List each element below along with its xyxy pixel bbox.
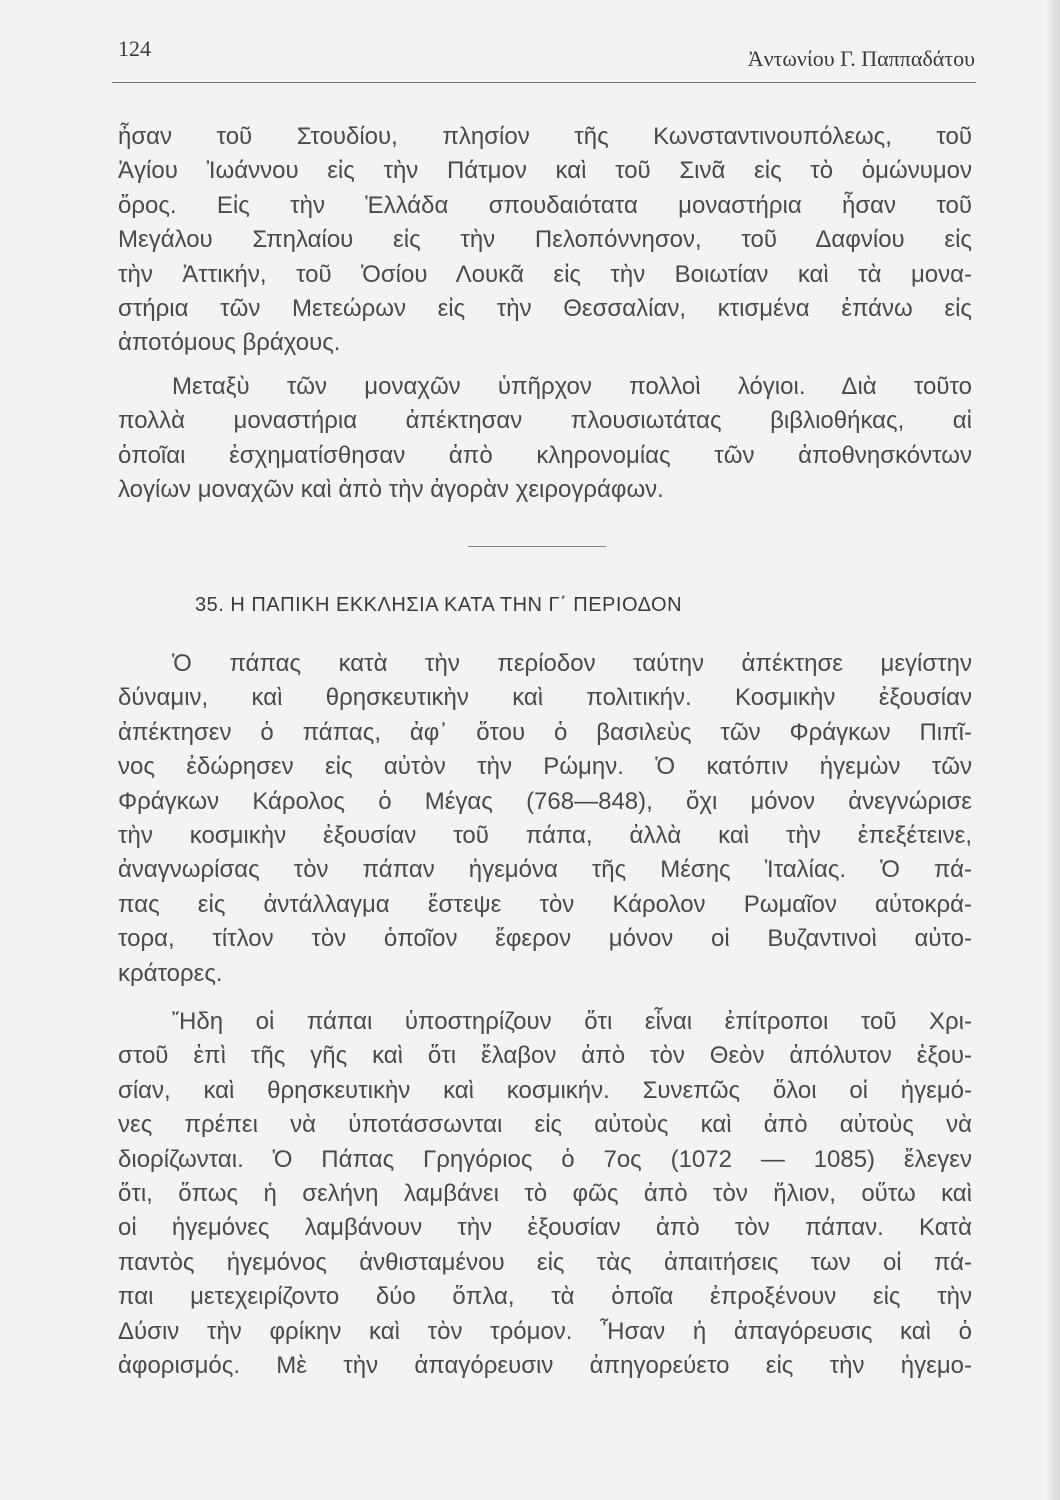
- paragraph: [118, 370, 972, 508]
- paragraph: [118, 1005, 972, 1383]
- text-line: Μεγάλου Σπηλαίου εἰς τὴν Πελοπόννησον, τοῦ Δαφνίου εἰς: [118, 226, 972, 254]
- text-line: παι μετεχειρίζοντο δύο ὅπλα, τὰ ὁποῖα ἐπροξένουν εἰς τὴν: [118, 1283, 972, 1311]
- text-line: Ἁγίου Ἰωάννου εἰς τὴν Πάτμον καὶ τοῦ Σινᾶ εἰς τὸ ὁμώνυμον: [118, 157, 972, 185]
- text-line: Δύσιν τὴν φρίκην καὶ τὸν τρόμον. Ἦσαν ἡ ἀπαγόρευσις καὶ ὁ: [118, 1317, 972, 1345]
- text-line: κράτορες.: [118, 959, 223, 987]
- text-line: στήρια τῶν Μετεώρων εἰς τὴν Θεσσαλίαν, κτισμένα ἐπάνω εἰς: [118, 294, 972, 322]
- text-line: νος ἐδώρησεν εἰς αὐτὸν τὴν Ρώμην. Ὁ κατόπιν ἡγεμὼν τῶν: [118, 753, 972, 781]
- text-line: ὁποῖαι ἐσχηματίσθησαν ἀπὸ κληρονομίας τῶν ἀποθνησκόντων: [118, 441, 972, 469]
- text-line: πολλὰ μοναστήρια ἀπέκτησαν πλουσιωτάτας βιβλιοθήκας, αἱ: [118, 407, 972, 435]
- page-number: 124: [118, 36, 151, 61]
- text-line: Ἤδη οἱ πάπαι ὑποστηρίζουν ὅτι εἶναι ἐπίτροποι τοῦ Χρι-: [172, 1008, 972, 1035]
- text-line: ἀναγνωρίσας τὸν πάπαν ἡγεμόνα τῆς Μέσης Ἰταλίας. Ὁ πά-: [118, 856, 972, 884]
- text-line: οἱ ἡγεμόνες λαμβάνουν τὴν ἐξουσίαν ἀπὸ τὸν πάπαν. Κατὰ: [118, 1214, 972, 1242]
- header-rule: [112, 82, 976, 83]
- text-line: πας εἰς ἀντάλλαγμα ἔστεψε τὸν Κάρολον Ρωμαῖον αὐτοκρά-: [118, 890, 972, 918]
- paragraph: [118, 647, 972, 991]
- text-line: ἀποτόμους βράχους.: [118, 329, 341, 357]
- paragraph: [118, 120, 972, 361]
- text-line: ἀφορισμός. Μὲ τὴν ἀπαγόρευσιν ἀπηγορεύετο εἰς τὴν ἡγεμο-: [118, 1351, 972, 1379]
- text-line: Ὁ πάπας κατὰ τὴν περίοδον ταύτην ἀπέκτησε μεγίστην: [172, 650, 972, 677]
- text-line: Μεταξὺ τῶν μοναχῶν ὑπῆρχον πολλοὶ λόγιοι. Διὰ τοῦτο: [172, 373, 972, 400]
- text-line: τὴν κοσμικὴν ἐξουσίαν τοῦ πάπα, ἀλλὰ καὶ τὴν ἐπεξέτεινε,: [118, 821, 972, 849]
- text-line: ὄρος. Εἰς τὴν Ἑλλάδα σπουδαιότατα μοναστήρια ἦσαν τοῦ: [118, 191, 972, 219]
- text-line: λογίων μοναχῶν καὶ ἀπὸ τὴν ἀγορὰν χειρογράφων.: [118, 476, 664, 504]
- text-line: διορίζωνται. Ὁ Πάπας Γρηγόριος ὁ 7ος (1072 — 1085) ἔλεγεν: [118, 1145, 972, 1173]
- section-separator: [468, 546, 606, 547]
- text-line: στοῦ ἐπὶ τῆς γῆς καὶ ὅτι ἔλαβον ἀπὸ τὸν Θεὸν ἀπόλυτον ἐξου-: [118, 1042, 972, 1070]
- running-head: Ἀντωνίου Γ. Παππαδάτου: [747, 46, 975, 71]
- text-line: νες πρέπει νὰ ὑποτάσσωνται εἰς αὐτοὺς καὶ ἀπὸ αὐτοὺς νὰ: [118, 1111, 972, 1139]
- text-line: ὅτι, ὅπως ἡ σελήνη λαμβάνει τὸ φῶς ἀπὸ τὸν ἥλιον, οὕτω καὶ: [118, 1179, 972, 1207]
- text-line: τορα, τίτλον τὸν ὁποῖον ἔφερον μόνον οἱ Βυζαντινοὶ αὐτο-: [118, 925, 972, 953]
- section-heading: 35. Η ΠΑΠΙΚΗ ΕΚΚΛΗΣΙΑ ΚΑΤΑ ΤΗΝ Γ΄ ΠΕΡΙΟΔΟΝ: [195, 594, 683, 616]
- page-edge-shadow: [1046, 0, 1060, 1500]
- text-line: Φράγκων Κάρολος ὁ Μέγας (768—848), ὄχι μόνον ἀνεγνώρισε: [118, 787, 972, 815]
- text-line: ἀπέκτησεν ὁ πάπας, ἀφ᾽ ὅτου ὁ βασιλεὺς τῶν Φράγκων Πιπῖ-: [118, 718, 972, 746]
- text-line: δύναμιν, καὶ θρησκευτικὴν καὶ πολιτικήν. Κοσμικὴν ἐξουσίαν: [118, 684, 972, 712]
- text-line: σίαν, καὶ θρησκευτικὴν καὶ κοσμικήν. Συνεπῶς ὅλοι οἱ ἡγεμό-: [118, 1076, 972, 1104]
- text-line: παντὸς ἡγεμόνος ἀνθισταμένου εἰς τὰς ἀπαιτήσεις των οἱ πά-: [118, 1248, 972, 1276]
- text-line: τὴν Ἀττικήν, τοῦ Ὁσίου Λουκᾶ εἰς τὴν Βοιωτίαν καὶ τὰ μονα-: [118, 260, 972, 288]
- text-line: ἦσαν τοῦ Στουδίου, πλησίον τῆς Κωνσταντινουπόλεως, τοῦ: [118, 123, 972, 150]
